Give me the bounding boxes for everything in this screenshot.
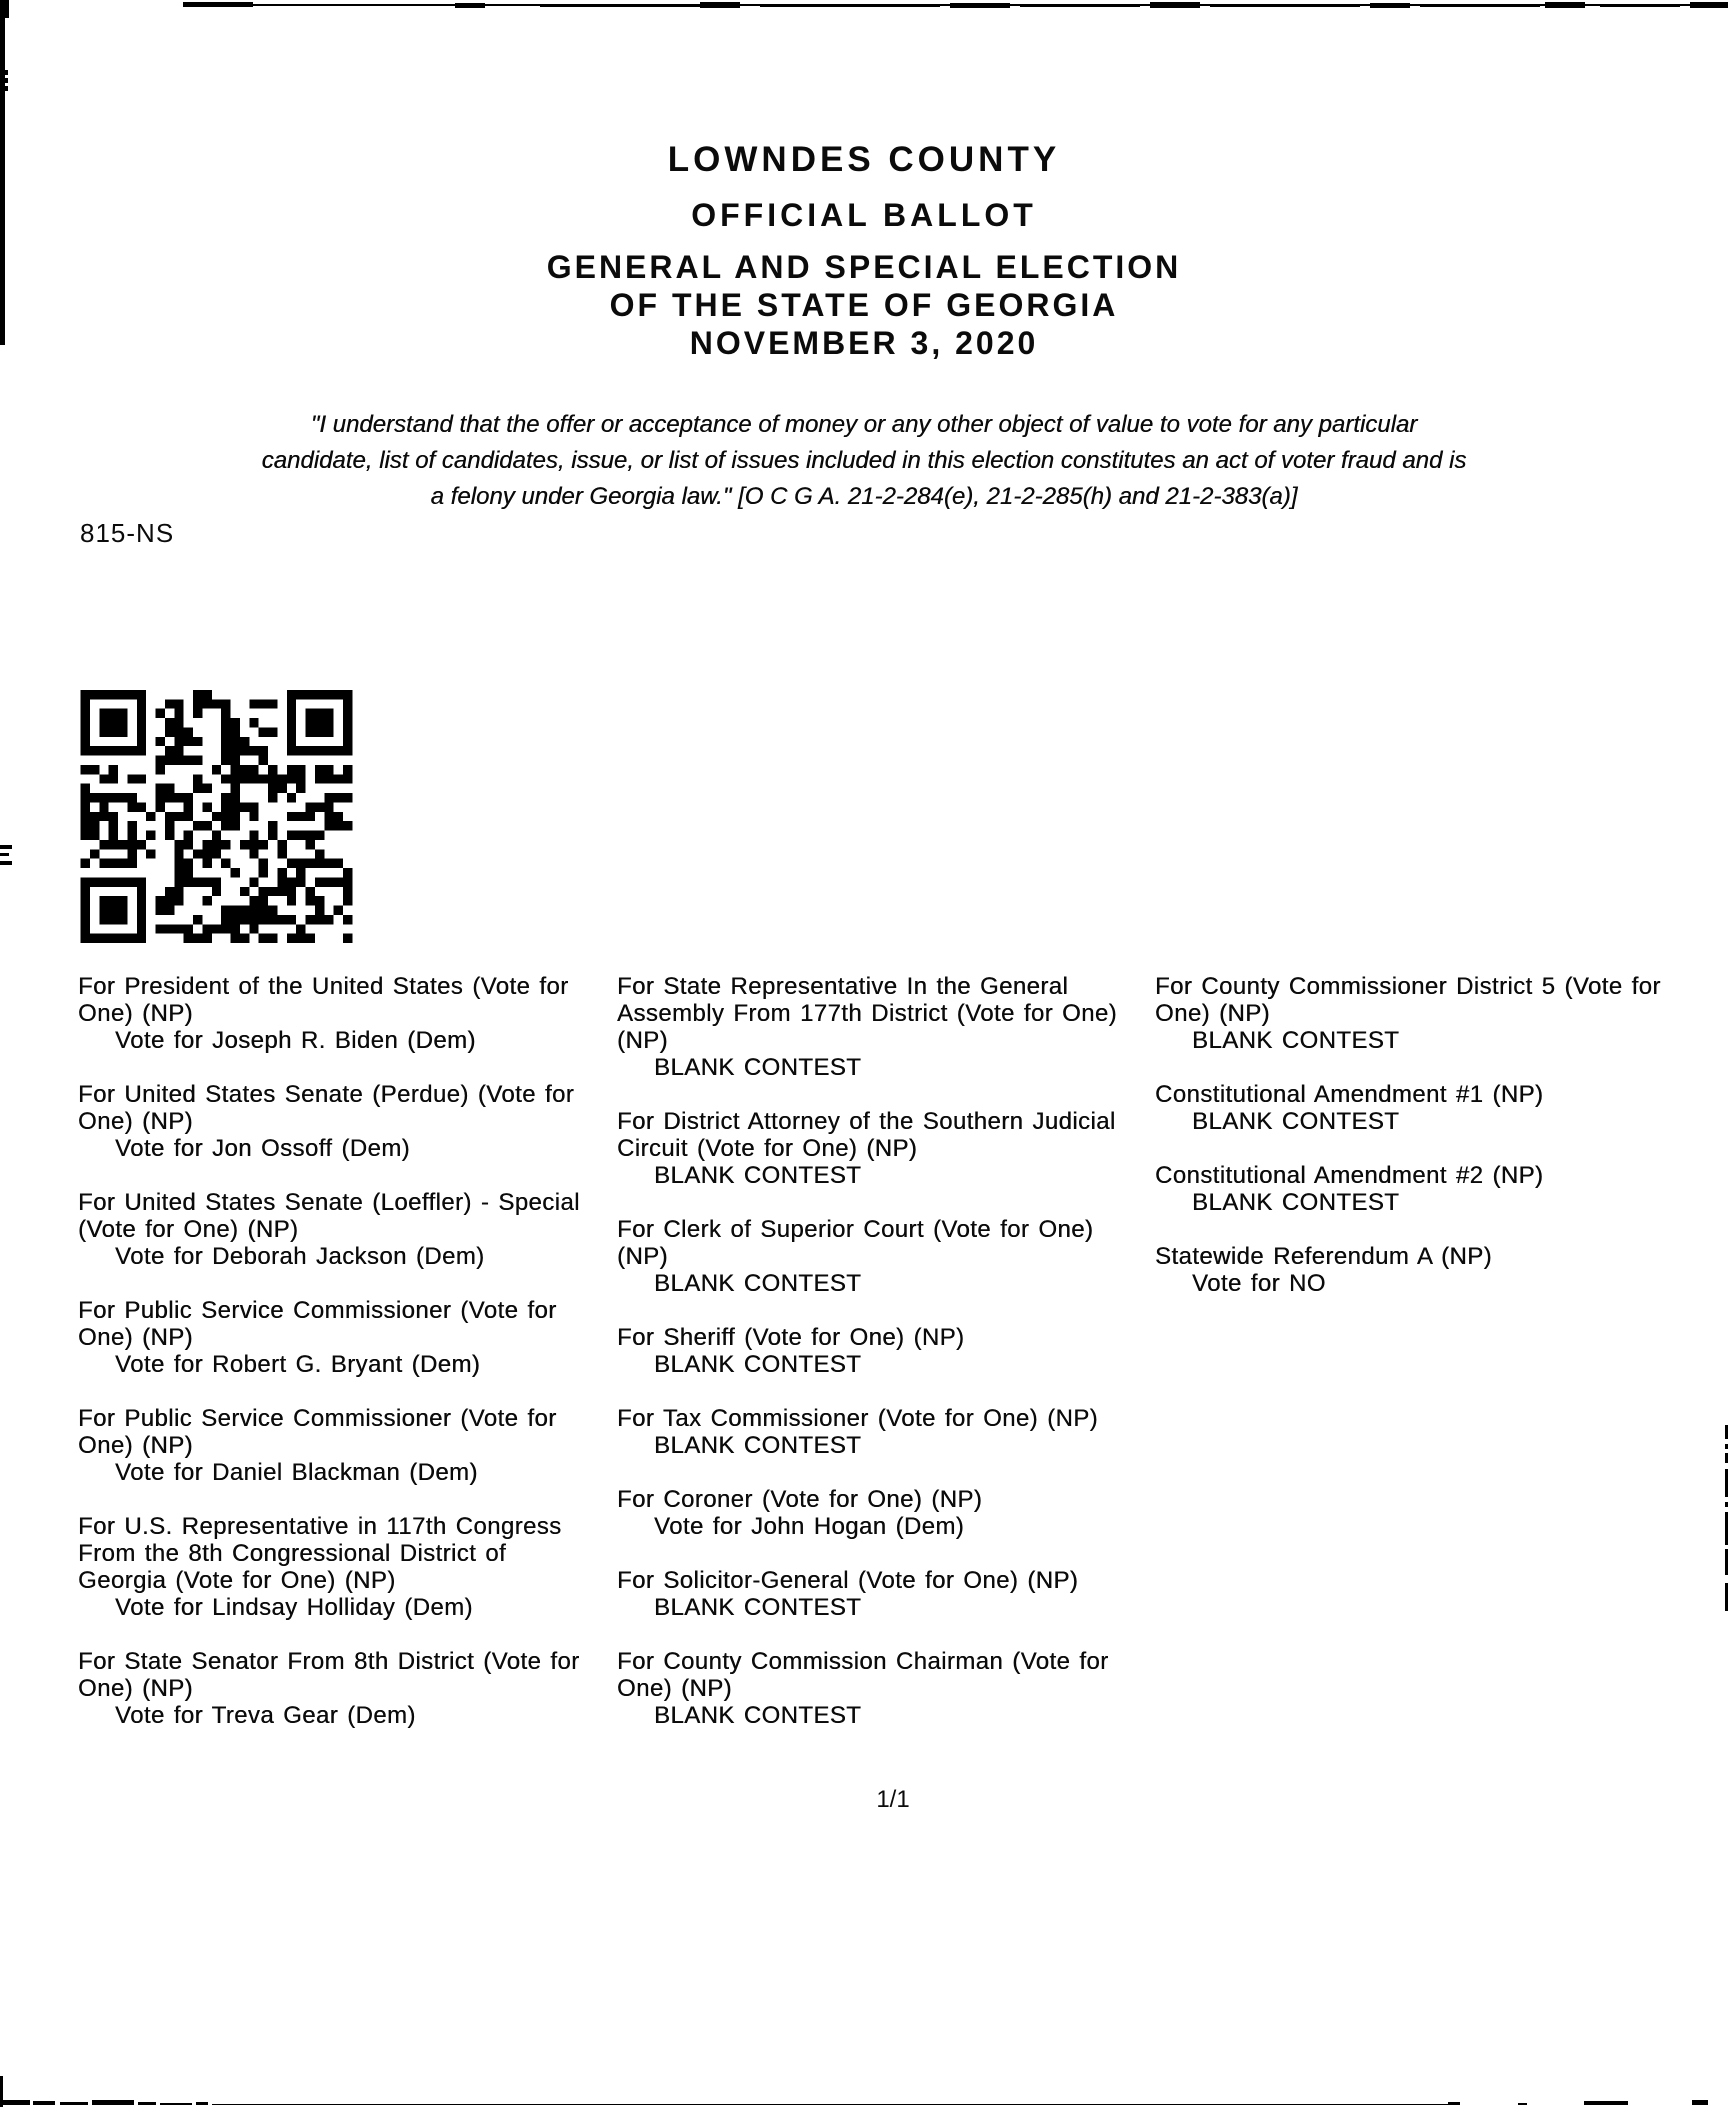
election-date: NOVEMBER 3, 2020 (689, 325, 1039, 361)
contest-block (78, 1297, 594, 1378)
scan-artifact-bottom-line (212, 2104, 1452, 2105)
contest-block (617, 1486, 1141, 1540)
contest-result: BLANK CONTEST (654, 1702, 862, 1729)
scan-artifact (1690, 2, 1728, 8)
scan-artifact-bottom (0, 2100, 30, 2105)
scan-artifact-bottom (196, 2102, 208, 2105)
scan-artifact (0, 861, 12, 865)
scan-artifact-bottom (33, 2101, 55, 2105)
contest-result: Vote for NO (1192, 1270, 1326, 1297)
contest-result: Vote for Treva Gear (Dem) (115, 1702, 416, 1729)
contest-block (78, 1513, 594, 1621)
contest-block (78, 1648, 594, 1729)
contest-title: For U.S. Representative in 117th Congress From the 8th Congressional District of Georgia (Vote for One) (NP) (78, 1513, 562, 1594)
contest-title: For Coroner (Vote for One) (NP) (617, 1486, 983, 1513)
contest-block (1155, 1081, 1700, 1135)
contest-title: For United States Senate (Perdue) (Vote for One) (NP) (78, 1081, 575, 1135)
contest-column-1 (78, 973, 594, 1756)
contest-block (1155, 1162, 1700, 1216)
county-title: LOWNDES COUNTY (667, 140, 1061, 179)
scan-artifact (320, 4, 440, 6)
contest-block (617, 1405, 1141, 1459)
scan-artifact (950, 3, 1010, 8)
contest-result: BLANK CONTEST (654, 1270, 862, 1297)
contest-title: For Public Service Commissioner (Vote for One) (NP) (78, 1297, 557, 1351)
scan-artifact-bottom (138, 2102, 156, 2105)
scan-artifact (4, 70, 8, 75)
contest-title: For County Commission Chairman (Vote for One) (NP) (617, 1648, 1109, 1702)
contest-result: BLANK CONTEST (654, 1594, 862, 1621)
contest-title: For Public Service Commissioner (Vote for One) (NP) (78, 1405, 557, 1459)
scan-artifact (1370, 3, 1410, 8)
contest-result: BLANK CONTEST (654, 1162, 862, 1189)
scan-artifact (1420, 5, 1540, 7)
contest-block (1155, 973, 1700, 1054)
scan-artifact (1210, 4, 1360, 7)
contest-result: Vote for Robert G. Bryant (Dem) (115, 1351, 481, 1378)
contest-result: BLANK CONTEST (654, 1054, 862, 1081)
contest-block (617, 1216, 1141, 1297)
scan-artifact (1020, 5, 1140, 7)
contest-result: BLANK CONTEST (654, 1351, 862, 1378)
scan-artifact (760, 4, 940, 7)
scan-artifact-bottom (1692, 2100, 1708, 2105)
contest-block (617, 973, 1141, 1081)
contest-title: For State Senator From 8th District (Vote for One) (NP) (78, 1648, 580, 1702)
contest-block (78, 1405, 594, 1486)
contest-result: BLANK CONTEST (1192, 1027, 1400, 1054)
scan-artifact-bottom (160, 2103, 192, 2105)
contest-result: BLANK CONTEST (654, 1432, 862, 1459)
contest-result: Vote for Jon Ossoff (Dem) (115, 1135, 410, 1162)
contest-block (617, 1648, 1141, 1729)
contest-title: Statewide Referendum A (NP) (1155, 1243, 1492, 1270)
election-title-line2: OF THE STATE OF GEORGIA (609, 287, 1119, 323)
contest-result: BLANK CONTEST (1192, 1108, 1400, 1135)
contest-result: Vote for Daniel Blackman (Dem) (115, 1459, 478, 1486)
contest-block (78, 1081, 594, 1162)
fraud-disclaimer: "I understand that the offer or acceptance of money or any other object of value to vote for any particular candidate, list of candidates, issue, or list of issues included in this election constitutes an act of voter fraud and is a felony under Georgia law." [O C G A. 21-2-284(e), 21-2-285(h) and 21-2-383(a)] (261, 411, 1467, 510)
contest-column-2 (617, 973, 1141, 1756)
scan-artifact (4, 78, 8, 83)
contest-block (617, 1324, 1141, 1378)
contest-block (617, 1567, 1141, 1621)
contest-title: For Solicitor-General (Vote for One) (NP) (617, 1567, 1079, 1594)
ballot-title: OFFICIAL BALLOT (691, 197, 1037, 233)
contest-result: Vote for John Hogan (Dem) (654, 1513, 965, 1540)
contest-title: For Clerk of Superior Court (Vote for One) (NP) (617, 1216, 1094, 1270)
contest-title: Constitutional Amendment #2 (NP) (1155, 1162, 1544, 1189)
qr-code-icon (80, 690, 353, 943)
contest-title: For County Commissioner District 5 (Vote for One) (NP) (1155, 973, 1661, 1027)
scan-artifact-bottom (1584, 2101, 1628, 2105)
contest-title: For District Attorney of the Southern Judicial Circuit (Vote for One) (NP) (617, 1108, 1116, 1162)
scan-artifact (700, 2, 740, 8)
scan-artifact (4, 86, 8, 91)
scan-artifact (0, 853, 9, 856)
election-title-line1: GENERAL AND SPECIAL ELECTION (546, 249, 1182, 285)
scan-artifact (183, 2, 253, 7)
ballot-header (0, 140, 1728, 362)
contest-block (78, 1189, 594, 1270)
scan-artifact-bottom (1448, 2102, 1460, 2105)
contest-title: For State Representative In the General Assembly From 177th District (Vote for One) (NP) (617, 973, 1118, 1054)
contest-block (1155, 1243, 1700, 1297)
contest-result: Vote for Lindsay Holliday (Dem) (115, 1594, 473, 1621)
scan-artifact-bottom (60, 2102, 88, 2105)
scan-artifact-bottom (92, 2100, 134, 2105)
contest-result: Vote for Joseph R. Biden (Dem) (115, 1027, 476, 1054)
contest-result: Vote for Deborah Jackson (Dem) (115, 1243, 485, 1270)
contest-block (617, 1108, 1141, 1189)
scan-artifact (0, 845, 12, 849)
contest-title: For Sheriff (Vote for One) (NP) (617, 1324, 965, 1351)
scan-artifact (455, 3, 485, 8)
scan-artifact-bottom (1518, 2103, 1527, 2105)
scan-artifact (1545, 2, 1585, 8)
contest-title: For President of the United States (Vote for One) (NP) (78, 973, 569, 1027)
contest-title: For Tax Commissioner (Vote for One) (NP) (617, 1405, 1099, 1432)
contest-block (78, 973, 594, 1054)
scan-artifact (1600, 4, 1680, 7)
contest-title: For United States Senate (Loeffler) - Special (Vote for One) (NP) (78, 1189, 580, 1243)
scan-artifact (1150, 2, 1200, 8)
contest-column-3 (1155, 973, 1700, 1324)
ballot-style-code: 815-NS (80, 518, 175, 548)
page-number: 1/1 (876, 1786, 910, 1813)
contest-result: BLANK CONTEST (1192, 1189, 1400, 1216)
contest-title: Constitutional Amendment #1 (NP) (1155, 1081, 1544, 1108)
